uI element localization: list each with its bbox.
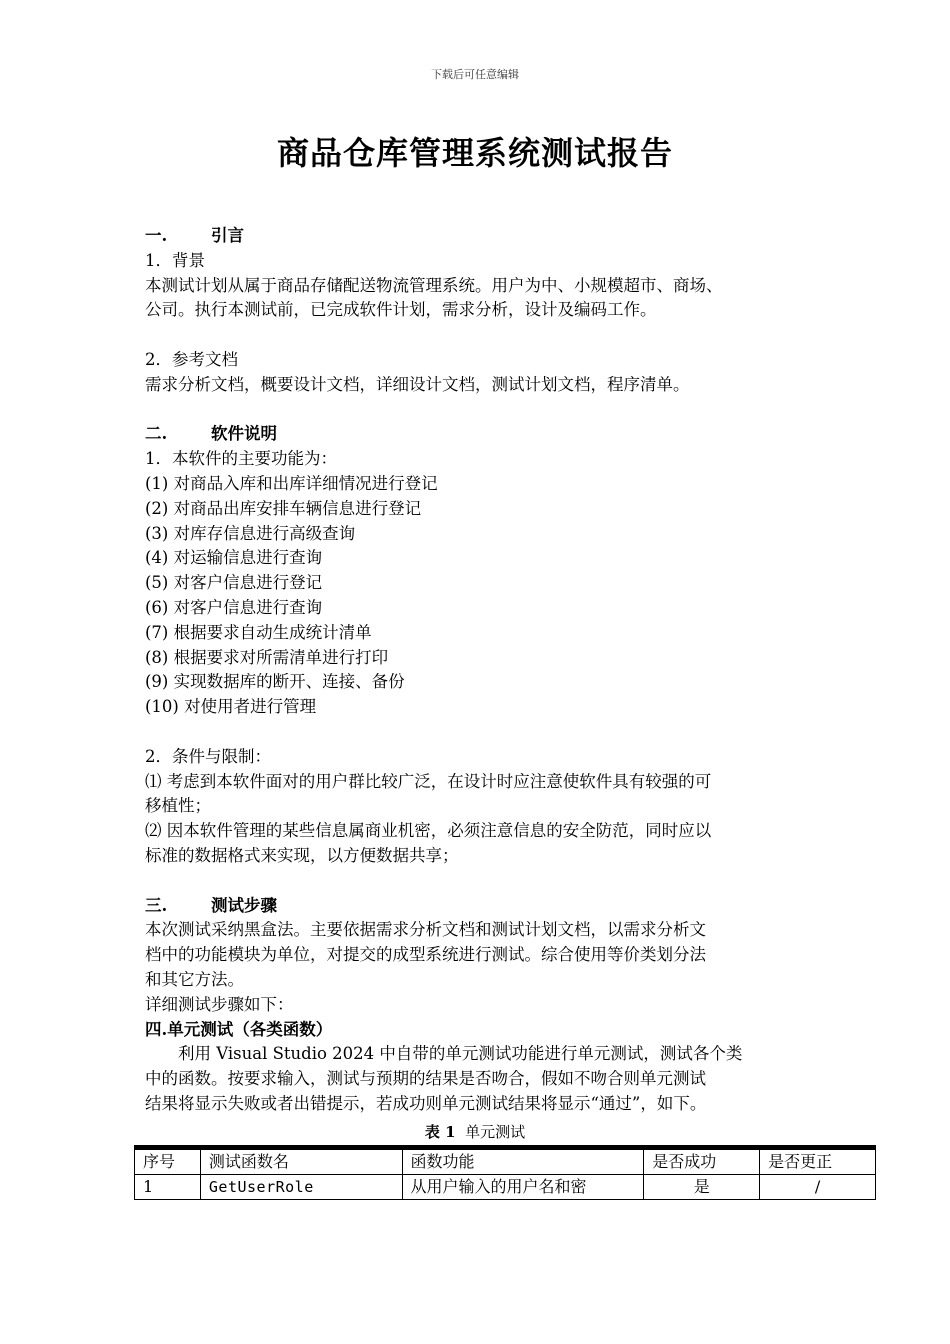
paragraph-line: 利用 Visual Studio 2024 中自带的单元测试功能进行单元测试，测试各个类 xyxy=(178,1044,743,1064)
list-item: (3) 对库存信息进行高级查询 xyxy=(145,523,356,543)
section-number: 一. xyxy=(145,226,168,245)
table-header-cell: 序号 xyxy=(135,1148,201,1175)
document-body xyxy=(145,224,815,1117)
paragraph-line: 中的函数。按要求输入，测试与预期的结果是否吻合，假如不吻合则单元测试 xyxy=(145,1069,706,1089)
page-title: 商品仓库管理系统测试报告 xyxy=(276,134,673,172)
section-title: 软件说明 xyxy=(211,424,277,444)
list-item: (7) 根据要求自动生成统计清单 xyxy=(145,622,372,642)
subheading-functions: 1．本软件的主要功能为： xyxy=(145,449,337,469)
paragraph-line: 移植性； xyxy=(145,796,211,816)
paragraph-line: 结果将显示失败或者出错提示，若成功则单元测试结果将显示“通过”，如下。 xyxy=(145,1093,707,1113)
list-item: (9) 实现数据库的断开、连接、备份 xyxy=(145,672,405,692)
table-cell: / xyxy=(760,1175,876,1200)
list-item: (2) 对商品出库安排车辆信息进行登记 xyxy=(145,498,422,518)
section-heading-2 xyxy=(145,422,815,447)
paragraph-line: ⑵ 因本软件管理的某些信息属商业机密，必须注意信息的安全防范，同时应以 xyxy=(145,821,712,841)
section-title: 测试步骤 xyxy=(211,895,277,915)
subheading-conditions: 2．条件与限制： xyxy=(145,746,271,766)
section-title: 引言 xyxy=(211,226,244,245)
section-number: 二. xyxy=(145,424,168,444)
list-item: (10) 对使用者进行管理 xyxy=(145,697,317,717)
list-item: (4) 对运输信息进行查询 xyxy=(145,548,323,568)
section-number: 三. xyxy=(145,895,168,915)
paragraph-line: ⑴ 考虑到本软件面对的用户群比较广泛，在设计时应注意使软件具有较强的可 xyxy=(145,771,712,791)
table-caption xyxy=(0,1121,950,1142)
section-heading-4: 四.单元测试（各类函数） xyxy=(145,1019,333,1039)
header-note: 下载后可任意编辑 xyxy=(431,68,519,81)
paragraph-line: 本次测试采纳黑盒法。主要依据需求分析文档和测试计划文档，以需求分析文 xyxy=(145,920,706,940)
table-cell: 1 xyxy=(135,1175,201,1200)
paragraph-line: 和其它方法。 xyxy=(145,969,244,989)
table-caption-number: 表 1 xyxy=(424,1123,456,1141)
table-row xyxy=(135,1175,876,1200)
table-caption-text: 单元测试 xyxy=(465,1123,526,1141)
table-header-cell: 是否成功 xyxy=(644,1148,760,1175)
paragraph-line: 档中的功能模块为单位，对提交的成型系统进行测试。综合使用等价类划分法 xyxy=(145,945,706,965)
paragraph-line: 公司。执行本测试前，已完成软件计划，需求分析，设计及编码工作。 xyxy=(145,300,657,320)
section-heading-1 xyxy=(145,224,815,249)
table-cell: GetUserRole xyxy=(200,1175,402,1200)
list-item: (5) 对客户信息进行登记 xyxy=(145,573,323,593)
subheading-references: 2．参考文档 xyxy=(145,349,238,369)
list-item: (1) 对商品入库和出库详细情况进行登记 xyxy=(145,473,438,493)
paragraph-line: 需求分析文档，概要设计文档，详细设计文档，测试计划文档，程序清单。 xyxy=(145,374,690,394)
paragraph-line: 标准的数据格式来实现，以方便数据共享； xyxy=(145,845,459,865)
section-heading-3 xyxy=(145,894,815,919)
list-item: (8) 根据要求对所需清单进行打印 xyxy=(145,647,389,667)
table-header-cell: 是否更正 xyxy=(760,1148,876,1175)
paragraph-line: 详细测试步骤如下： xyxy=(145,994,294,1014)
table-cell: 从用户输入的用户名和密 xyxy=(402,1175,644,1200)
table-header-cell: 测试函数名 xyxy=(200,1148,402,1175)
paragraph-line: 本测试计划从属于商品存储配送物流管理系统。用户为中、小规模超市、商场、 xyxy=(145,275,723,295)
table-header-cell: 函数功能 xyxy=(402,1148,644,1175)
table-header-row xyxy=(135,1148,876,1175)
list-item: (6) 对客户信息进行查询 xyxy=(145,597,323,617)
table-cell: 是 xyxy=(644,1175,760,1200)
unit-test-table xyxy=(134,1145,876,1200)
subheading-background: 1．背景 xyxy=(145,250,205,270)
